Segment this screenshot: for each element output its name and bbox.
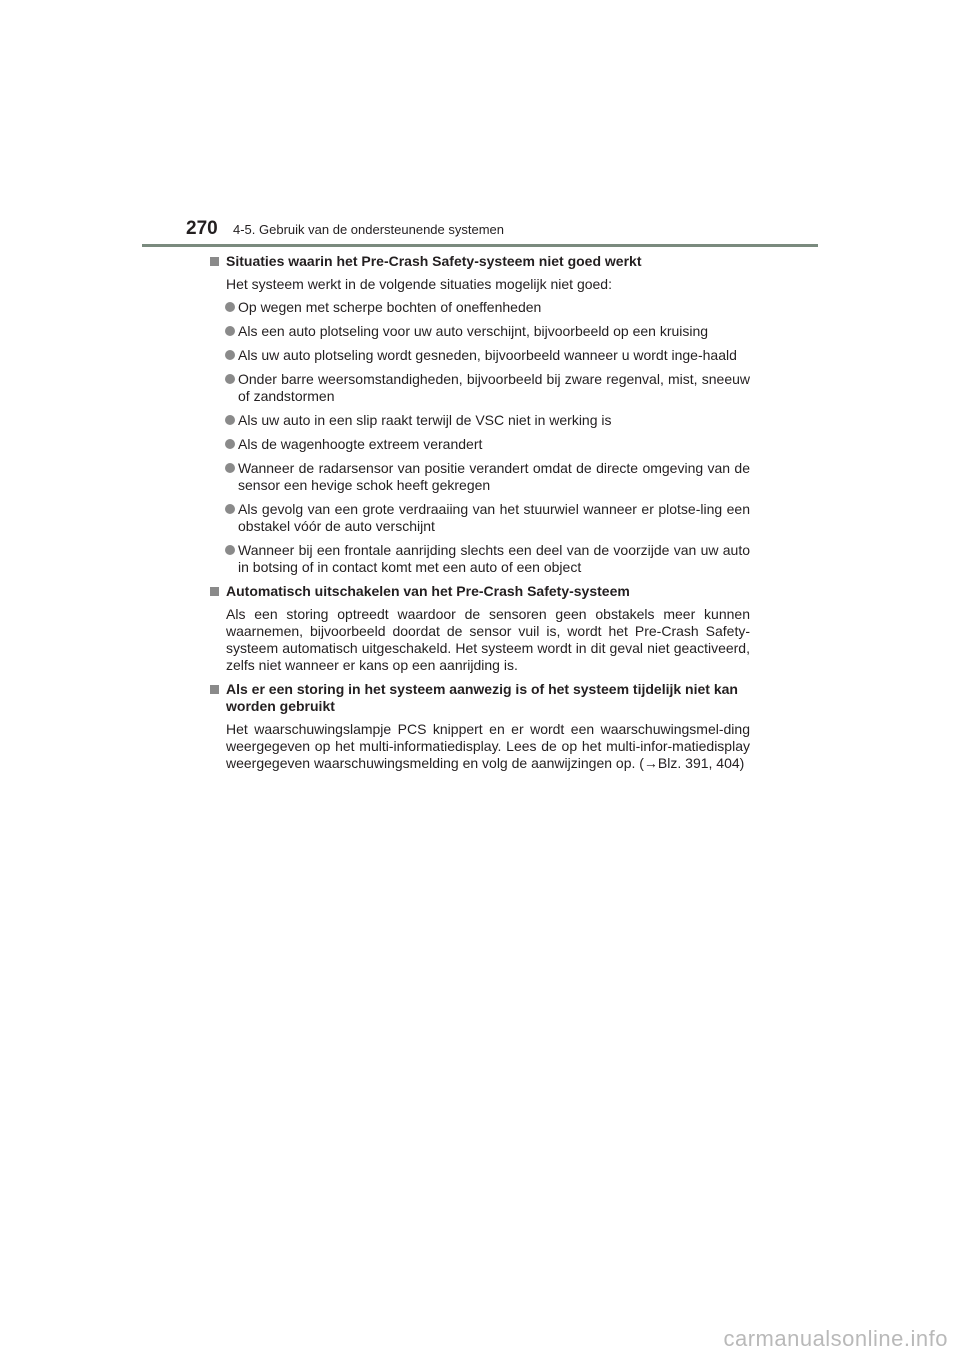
square-bullet-icon bbox=[210, 587, 219, 596]
list-item: Wanneer bij een frontale aanrijding slechts een deel van de voorzijde van uw auto in botsing of in contact komt met een auto of een object bbox=[210, 542, 750, 576]
circle-bullet-icon bbox=[225, 439, 235, 449]
section-body: Als een storing optreedt waardoor de sensoren geen obstakels meer kunnen waarnemen, bijvoorbeeld doordat de sensor vuil is, wordt het Pre-Crash Safety-systeem automatisch uitgeschakeld. Het systeem wordt in dit geval niet geactiveerd, zelfs niet wanneer er kans op een aanrijding is. bbox=[226, 606, 750, 673]
circle-bullet-icon bbox=[225, 504, 235, 514]
circle-bullet-icon bbox=[225, 326, 235, 336]
list-item: Onder barre weersomstandigheden, bijvoorbeeld bij zware regenval, mist, sneeuw of zandstormen bbox=[210, 371, 750, 405]
circle-bullet-icon bbox=[225, 545, 235, 555]
list-item: Als uw auto in een slip raakt terwijl de VSC niet in werking is bbox=[210, 412, 750, 429]
bullet-list bbox=[210, 299, 750, 576]
circle-bullet-icon bbox=[225, 415, 235, 425]
page-number: 270 bbox=[186, 218, 218, 239]
section-body: Het waarschuwingslampje PCS knippert en er wordt een waarschuwingsmel-ding weergegeven op het multi-informatiedisplay. Lees de op het multi-infor-matiedisplay weergegeven waarschuwingsmelding en volg de aanwijzingen op. (→Blz. 391, 404) bbox=[226, 721, 750, 771]
list-item: Wanneer de radarsensor van positie verandert omdat de directe omgeving van de sensor een hevige schok heeft gekregen bbox=[210, 460, 750, 494]
section-auto-disable bbox=[210, 583, 750, 674]
watermark: carmanualsonline.info bbox=[723, 1326, 948, 1351]
section-heading: Als er een storing in het systeem aanwezig is of het systeem tijdelijk niet kan worden gebruikt bbox=[210, 681, 750, 715]
header-divider bbox=[142, 244, 818, 247]
section-malfunction bbox=[210, 681, 750, 772]
square-bullet-icon bbox=[210, 257, 219, 266]
square-bullet-icon bbox=[210, 685, 219, 694]
circle-bullet-icon bbox=[225, 463, 235, 473]
list-item: Op wegen met scherpe bochten of oneffenheden bbox=[210, 299, 750, 316]
section-heading: Automatisch uitschakelen van het Pre-Crash Safety-systeem bbox=[210, 583, 750, 600]
list-item: Als de wagenhoogte extreem verandert bbox=[210, 436, 750, 453]
section-intro: Het systeem werkt in de volgende situaties mogelijk niet goed: bbox=[226, 276, 612, 292]
list-item: Als een auto plotseling voor uw auto verschijnt, bijvoorbeeld op een kruising bbox=[210, 323, 750, 340]
chapter-title: 4-5. Gebruik van de ondersteunende systemen bbox=[233, 222, 505, 237]
list-item: Als gevolg van een grote verdraaiing van het stuurwiel wanneer er plotse-ling een obstakel vóór de auto verschijnt bbox=[210, 501, 750, 535]
circle-bullet-icon bbox=[225, 350, 235, 360]
page-reference: (→Blz. 391, 404) bbox=[639, 755, 745, 771]
list-item: Als uw auto plotseling wordt gesneden, bijvoorbeeld wanneer u wordt inge-haald bbox=[210, 347, 750, 364]
page-content bbox=[210, 253, 750, 779]
circle-bullet-icon bbox=[225, 374, 235, 384]
circle-bullet-icon bbox=[225, 302, 235, 312]
section-heading: Situaties waarin het Pre-Crash Safety-systeem niet goed werkt bbox=[210, 253, 750, 270]
section-situations bbox=[210, 253, 750, 576]
